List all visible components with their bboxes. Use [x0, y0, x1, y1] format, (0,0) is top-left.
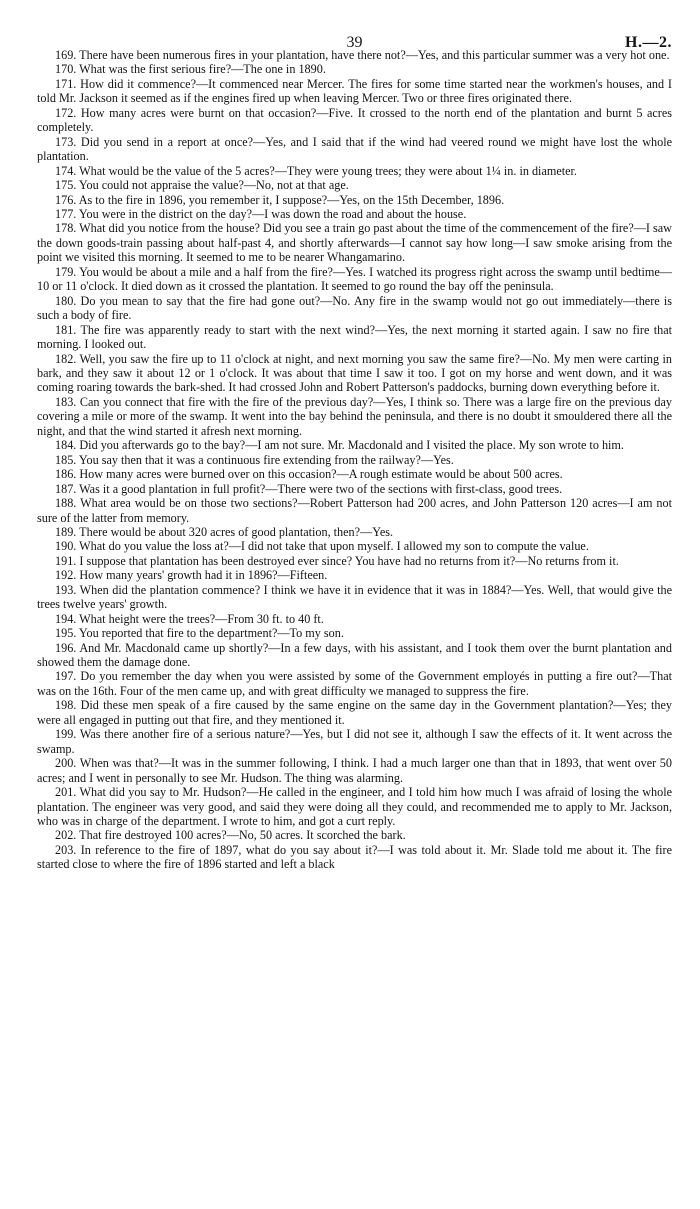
question-answer-paragraph: 193. When did the plantation commence? I think we have it in evidence that it was in 1884?—Yes. Well, that would give the trees twelve years' growth. — [37, 582, 672, 612]
question-answer-paragraph: 200. When was that?—It was in the summer following, I think. I had a much larger one than that in 1893, that went over 50 acres; and I went in personally to see Mr. Hudson. The thing was alarming. — [37, 756, 672, 785]
question-answer-paragraph: 203. In reference to the fire of 1897, what do you say about it?—I was told about it. Mr. Slade told me about it. The fire started close to where the fire of 1896 started and left a black — [37, 842, 672, 872]
page-number: 39 — [346, 34, 363, 51]
question-answer-paragraph: 189. There would be about 320 acres of good plantation, then?—Yes. — [55, 524, 394, 539]
question-answer-paragraph: 196. And Mr. Macdonald came up shortly?—In a few days, with his assistant, and I took them over the burnt plantation and showed them the damage done. — [37, 640, 672, 670]
question-answer-paragraph: 191. I suppose that plantation has been destroyed ever since? You have had no returns from it?—No returns from it. — [55, 553, 619, 568]
question-answer-paragraph: 174. What would be the value of the 5 acres?—They were young trees; they were about 1¼ in. in diameter. — [55, 163, 577, 178]
question-answer-paragraph: 198. Did these men speak of a fire caused by the same engine on the same day in the Government plantation?—Yes; they were all engaged in putting out that fire, and they mentioned it. — [37, 698, 672, 727]
question-answer-paragraph: 188. What area would be on those two sections?—Robert Patterson had 200 acres, and John Patterson 120 acres—I am not sure of the latter from memory. — [37, 496, 672, 525]
question-answer-paragraph: 199. Was there another fire of a serious nature?—Yes, but I did not see it, although I saw the effects of it. It went across the swamp. — [37, 727, 672, 756]
question-answer-paragraph: 177. You were in the district on the day?—I was down the road and about the house. — [55, 206, 467, 221]
question-answer-paragraph: 202. That fire destroyed 100 acres?—No, 50 acres. It scorched the bark. — [55, 828, 406, 843]
question-answer-paragraph: 187. Was it a good plantation in full profit?—There were two of the sections with first-class, good trees. — [55, 481, 563, 496]
document-reference: H.—2. — [625, 34, 672, 51]
question-answer-paragraph: 183. Can you connect that fire with the fire of the previous day?—Yes, I think so. There was a large fire on the previous day covering a mile or more of the swamp. It went into the bay behind the peninsula, and there is no doubt it smouldered there all the night, and that the wind started it afresh next morning. — [37, 394, 672, 438]
question-answer-paragraph: 172. How many acres were burnt on that occasion?—Five. It crossed to the north end of the plantation and burnt 5 acres completely. — [37, 105, 672, 135]
question-answer-paragraph: 180. Do you mean to say that the fire had gone out?—No. Any fire in the swamp would not go out immediately—there is such a body of fire. — [37, 293, 672, 323]
question-answer-paragraph: 195. You reported that fire to the department?—To my son. — [55, 626, 344, 641]
question-answer-paragraph: 173. Did you send in a report at once?—Yes, and I said that if the wind had veered round we might have lost the whole plantation. — [37, 134, 672, 164]
question-answer-paragraph: 178. What did you notice from the house? Did you see a train go past about the time of the commencement of the fire?—I saw the down goods-train passing about half-past 4, and shortly afterwards—I cannot say how long—I saw smoke arising from the point we visited this morning. It seemed to me to be nearer Whangamarino. — [37, 221, 672, 265]
question-answer-paragraph: 176. As to the fire in 1896, you remember it, I suppose?—Yes, on the 15th December, 1896. — [55, 192, 505, 207]
question-answer-paragraph: 182. Well, you saw the fire up to 11 o'clock at night, and next morning you saw the same fire?—No. My men were carting in bark, and they saw it about 12 or 1 o'clock. It was about that time I saw it too. I got on my horse and went down, and it was coming roaring towards the bark-shed. It had crossed John and Robert Patterson's paddocks, burning down everything before it. — [37, 351, 672, 395]
question-answer-paragraph: 181. The fire was apparently ready to start with the next wind?—Yes, the next morning it started again. I saw no fire that morning. I looked out. — [37, 322, 672, 352]
question-answer-paragraph: 194. What height were the trees?—From 30 ft. to 40 ft. — [55, 611, 324, 626]
question-answer-paragraph: 190. What do you value the loss at?—I did not take that upon myself. I allowed my son to compute the value. — [55, 539, 589, 554]
question-answer-paragraph: 201. What did you say to Mr. Hudson?—He called in the engineer, and I told him how much I was afraid of losing the whole plantation. The engineer was very good, and said they were doing all they could, and recommended me to apply to Mr. Jackson, who was in charge of the department. I wrote to him, and got a curt reply. — [37, 785, 672, 829]
question-answer-paragraph: 175. You could not appraise the value?—No, not at that age. — [55, 178, 349, 193]
question-answer-paragraph: 169. There have been numerous fires in your plantation, have there not?—Yes, and this particular summer was a very hot one. — [55, 48, 670, 62]
question-answer-paragraph: 186. How many acres were burned over on this occasion?—A rough estimate would be about 500 acres. — [55, 467, 563, 482]
question-answer-paragraph: 179. You would be about a mile and a half from the fire?—Yes. I watched its progress right across the swamp until bedtime—10 or 11 o'clock. It died down as it crossed the plantation. It seemed to go round the bay off the peninsula. — [37, 264, 672, 294]
question-answer-paragraph: 184. Did you afterwards go to the bay?—I am not sure. Mr. Macdonald and I visited the place. My son wrote to him. — [55, 438, 624, 453]
evidence-text — [37, 48, 672, 872]
question-answer-paragraph: 185. You say then that it was a continuous fire extending from the railway?—Yes. — [55, 452, 454, 467]
question-answer-paragraph: 197. Do you remember the day when you were assisted by some of the Government employés in putting a fire out?—That was on the 16th. Four of the men came up, and with great difficulty we managed to suppress the fire. — [37, 669, 672, 698]
page-header — [37, 0, 672, 51]
question-answer-paragraph: 192. How many years' growth had it in 1896?—Fifteen. — [55, 568, 328, 583]
question-answer-paragraph: 170. What was the first serious fire?—The one in 1890. — [55, 62, 326, 77]
question-answer-paragraph: 171. How did it commence?—It commenced near Mercer. The fires for some time started near the workmen's houses, and I told Mr. Jackson it seemed as if the engines fired up when leaving Mercer. Two or three fires originated there. — [37, 76, 672, 106]
